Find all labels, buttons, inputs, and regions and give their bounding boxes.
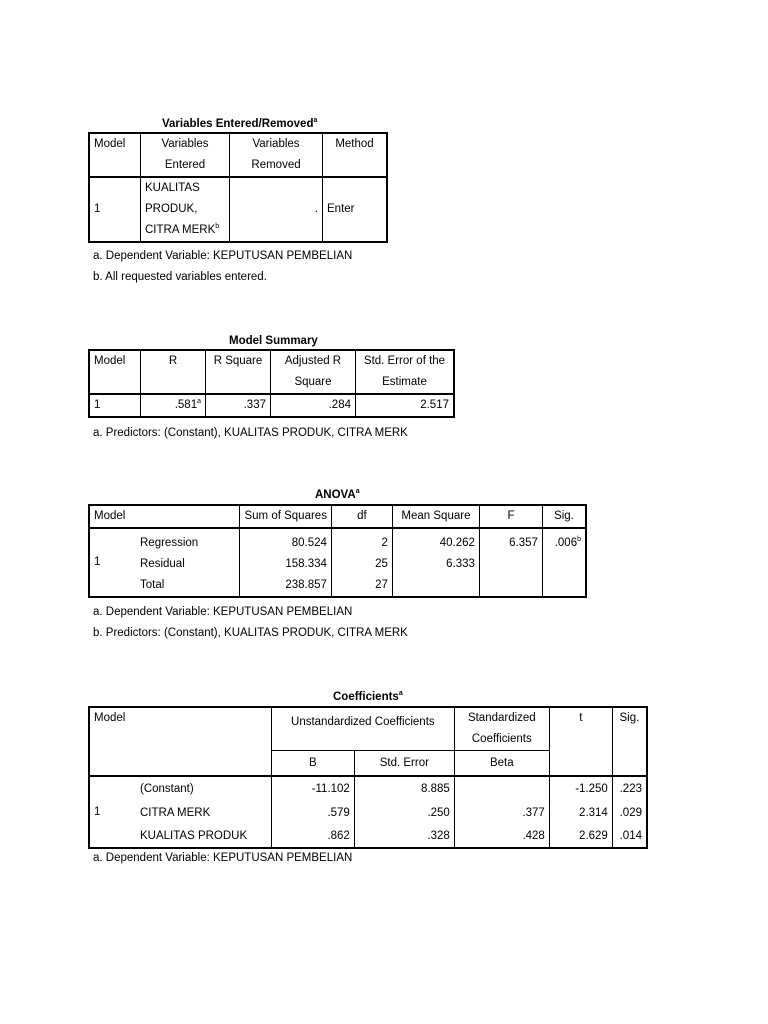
cell-sig: .029 [612, 801, 647, 825]
cell-beta: .428 [454, 825, 549, 848]
cell-df: 27 [331, 575, 392, 597]
cell-f [479, 554, 542, 575]
header-r: R [141, 350, 206, 394]
cell-r-square: .337 [206, 394, 271, 417]
cell-model-number: 1 [94, 805, 101, 818]
header-unstandardized: Unstandardized Coefficients [271, 707, 454, 751]
cell-ms: 6.333 [392, 554, 479, 575]
coefficients-table [88, 706, 648, 849]
header-sig: Sig. [542, 505, 586, 528]
header-adjusted-r-square: Adjusted R Square [271, 350, 356, 394]
footnote-a: a. Dependent Variable: KEPUTUSAN PEMBELIAN [93, 250, 353, 262]
title-footnote-marker: a [313, 117, 318, 125]
cell-b: -11.102 [271, 776, 354, 801]
row-label-kualitas-produk: KUALITAS PRODUK [140, 830, 248, 842]
cell-f [479, 575, 542, 597]
cell-ms [392, 575, 479, 597]
cell-beta: .377 [454, 801, 549, 825]
row-label-constant: (Constant) [140, 783, 194, 795]
header-b: B [271, 751, 354, 777]
footnote-a: a. Dependent Variable: KEPUTUSAN PEMBELIAN [93, 852, 353, 864]
header-variables-entered: Variables Entered [141, 133, 230, 177]
cell-std-error: 8.885 [354, 776, 454, 801]
title-text: ANOVA [315, 489, 356, 501]
header-model: Model [89, 707, 271, 776]
cell-sig: .006$^b$ [542, 528, 586, 554]
title-text: Coefficients [333, 691, 399, 703]
title-text: Variables Entered/Removed [162, 118, 314, 130]
cell-beta [454, 776, 549, 801]
variables-entered-title [162, 118, 317, 130]
cell-df: 2 [331, 528, 392, 554]
header-model: Model [89, 350, 141, 394]
row-label-citra-merk: CITRA MERK [140, 807, 211, 819]
cell-df: 25 [331, 554, 392, 575]
row-label-total: Total [140, 579, 165, 591]
cell-sig: .014 [612, 825, 647, 848]
cell-variables-removed: . [230, 177, 323, 242]
header-beta: Beta [454, 751, 549, 777]
title-footnote-marker: a [398, 690, 403, 698]
header-variables-removed: Variables Removed [230, 133, 323, 177]
cell-sig [542, 575, 586, 597]
cell-method: Enter [323, 177, 388, 242]
cell-t: -1.250 [549, 776, 612, 801]
header-f: F [479, 505, 542, 528]
row-label-regression: Regression [140, 537, 199, 549]
footnote-b: b. Predictors: (Constant), KUALITAS PRODUK, CITRA MERK [93, 627, 408, 639]
title-text: Model Summary [229, 335, 318, 347]
cell-f: 6.357 [479, 528, 542, 554]
anova-table [88, 504, 587, 598]
variables-entered-table [88, 132, 388, 243]
header-method: Method [323, 133, 388, 177]
header-std-error: Std. Error [354, 751, 454, 777]
cell-ms: 40.262 [392, 528, 479, 554]
anova-title [315, 489, 360, 501]
header-std-error: Std. Error of the Estimate [356, 350, 455, 394]
cell-adjusted-r-square: .284 [271, 394, 356, 417]
cell-sig [542, 554, 586, 575]
cell-b: .579 [271, 801, 354, 825]
footnote-b: b. All requested variables entered. [93, 271, 267, 283]
header-standardized: Standardized Coefficients [454, 707, 549, 751]
cell-b: .862 [271, 825, 354, 848]
footnote-a: a. Dependent Variable: KEPUTUSAN PEMBELIAN [93, 606, 353, 618]
coefficients-title [333, 691, 403, 703]
cell-ss: 238.857 [240, 575, 331, 597]
row-label-residual: Residual [140, 558, 185, 570]
model-summary-table [88, 349, 455, 418]
cell-ss: 158.334 [240, 554, 331, 575]
model-summary-title [229, 335, 318, 347]
header-df: df [331, 505, 392, 528]
cell-variables-entered: KUALITAS PRODUK, CITRA MERK$^b$ [141, 177, 230, 242]
header-model: Model [89, 133, 141, 177]
cell-std-error: .328 [354, 825, 454, 848]
cell-t: 2.314 [549, 801, 612, 825]
header-mean-square: Mean Square [392, 505, 479, 528]
cell-ss: 80.524 [240, 528, 331, 554]
cell-std-error: 2.517 [356, 394, 455, 417]
header-r-square: R Square [206, 350, 271, 394]
cell-model-number: 1 [94, 556, 101, 568]
cell-std-error: .250 [354, 801, 454, 825]
title-footnote-marker: a [355, 488, 360, 496]
cell-sig: .223 [612, 776, 647, 801]
footnote-a: a. Predictors: (Constant), KUALITAS PRODUK, CITRA MERK [93, 427, 408, 439]
header-sum-of-squares: Sum of Squares [240, 505, 331, 528]
cell-model: 1 [94, 203, 101, 215]
cell-t: 2.629 [549, 825, 612, 848]
cell-model: 1 [94, 399, 101, 411]
header-model: Model [89, 505, 240, 528]
cell-r: .581$^a$ [141, 394, 206, 417]
header-t: t [549, 707, 612, 776]
header-sig: Sig. [612, 707, 647, 776]
